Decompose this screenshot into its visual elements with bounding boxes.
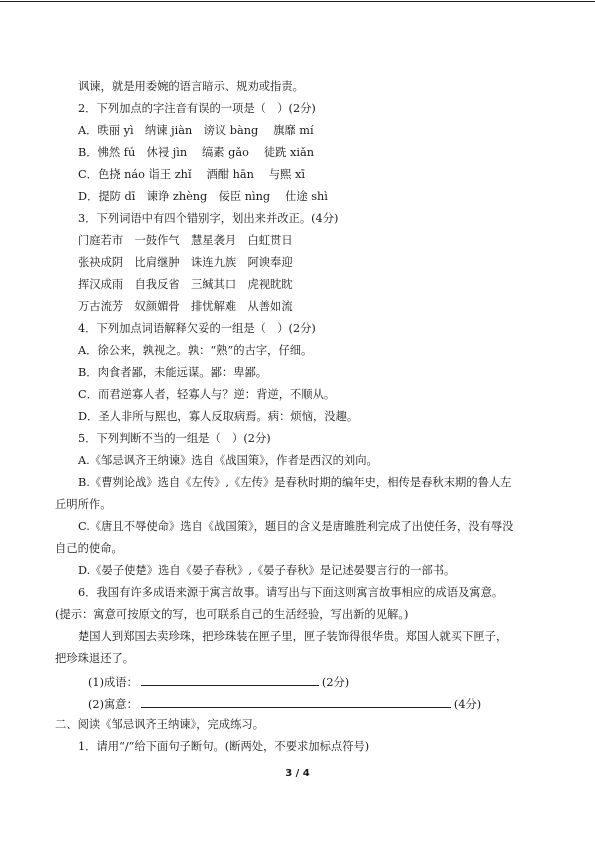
option-b: B.《曹刿论战》选自《左传》,《左传》是春秋时期的编年史，相传是春秋末期的鲁人左 — [78, 476, 512, 489]
option-d: D．提防 dī 谏诤 zhèng 佞臣 nìng 仕途 shì — [78, 190, 328, 203]
question-2: 2．下列加点的字注音有误的一项是（ ）(2分) — [78, 102, 316, 115]
word-row: 张袂成阴 比肩继肿 诛连九族 阿谀奉迎 — [78, 256, 293, 269]
answer-moral-score: (4分) — [453, 698, 482, 711]
answer-idiom-label: (1)成语： — [88, 676, 138, 689]
option-a: A．昳丽 yì 纳谏 jiàn 谤议 bàng 旗靡 mí — [78, 124, 314, 137]
answer-idiom — [88, 674, 349, 688]
word-row: 挥汉成雨 自我反省 三缄其口 虎视眈眈 — [78, 278, 293, 291]
answer-moral — [88, 696, 481, 710]
option-c: C.《唐且不辱使命》选自《战国策》，题目的含义是唐雎胜利完成了出使任务，没有辱没 — [78, 520, 514, 533]
option-a: A．徐公来，孰视之。孰：“熟”的古字，仔细。 — [78, 344, 313, 357]
section-heading: 二、阅读《邹忌讽齐王纳谏》，完成练习。 — [55, 718, 264, 731]
question-6: 6．我国有许多成语来源于寓言故事。请写出与下面这则寓言故事相应的成语及寓意。 — [78, 586, 504, 599]
question-5: 5．下列判断不当的一组是（ ）(2分) — [78, 432, 271, 445]
fable-text: 楚国人到郑国去卖珍珠，把珍珠装在匣子里，匣子装饰得很华贵。郑国人就买下匣子， — [78, 630, 508, 643]
word-row: 门庭若市 一鼓作气 慧星袭月 白虹贯日 — [78, 234, 293, 247]
option-d: D．圣人非所与熙也，寡人反取病焉。病：烦恼，没趣。 — [78, 410, 359, 423]
question-4: 4．下列加点词语解释欠妥的一组是（ ）(2分) — [78, 322, 316, 335]
text-line: 讽谏，就是用委婉的语言暗示、规劝或指责。 — [78, 80, 304, 93]
option-d: D.《晏子使楚》选自《晏子春秋》,《晏子春秋》是记述晏婴言行的一部书。 — [78, 564, 456, 577]
fable-text-cont: 把珍珠退还了。 — [55, 652, 135, 665]
option-a: A.《邹忌讽齐王纳谏》选自《战国策》，作者是西汉的刘向。 — [78, 454, 378, 467]
option-c: C．而君逆寡人者，轻寡人与？逆：背逆，不顺从。 — [78, 388, 336, 401]
idiom-blank[interactable] — [141, 674, 319, 686]
answer-idiom-score: (2分) — [321, 676, 350, 689]
answer-moral-label: (2)寓意： — [88, 698, 138, 711]
option-b: B．肉食者鄙，未能远谋。鄙：卑鄙。 — [78, 366, 268, 379]
option-b: B．怫然 fú 休祲 jìn 缟素 gǎo 徒跣 xiǎn — [78, 146, 315, 159]
instruction: 1．请用“/”给下面句子断句。(断两处，不要求加标点符号) — [78, 740, 370, 753]
option-c: C．色挠 náo 诣王 zhǐ 酒酣 hān 与熙 xī — [78, 168, 305, 181]
question-3: 3．下列词语中有四个错别字，划出来并改正。(4分) — [78, 212, 339, 225]
page-number: 3 / 4 — [285, 768, 310, 779]
hint: (提示：寓意可按原文的写，也可联系自己的生活经验，写出新的见解。) — [55, 608, 409, 621]
word-row: 万古流芳 奴颜媚骨 排忧解难 从善如流 — [78, 300, 293, 313]
moral-blank[interactable] — [141, 696, 451, 708]
option-c-cont: 自己的使命。 — [55, 542, 123, 555]
option-b-cont: 丘明所作。 — [55, 498, 112, 511]
